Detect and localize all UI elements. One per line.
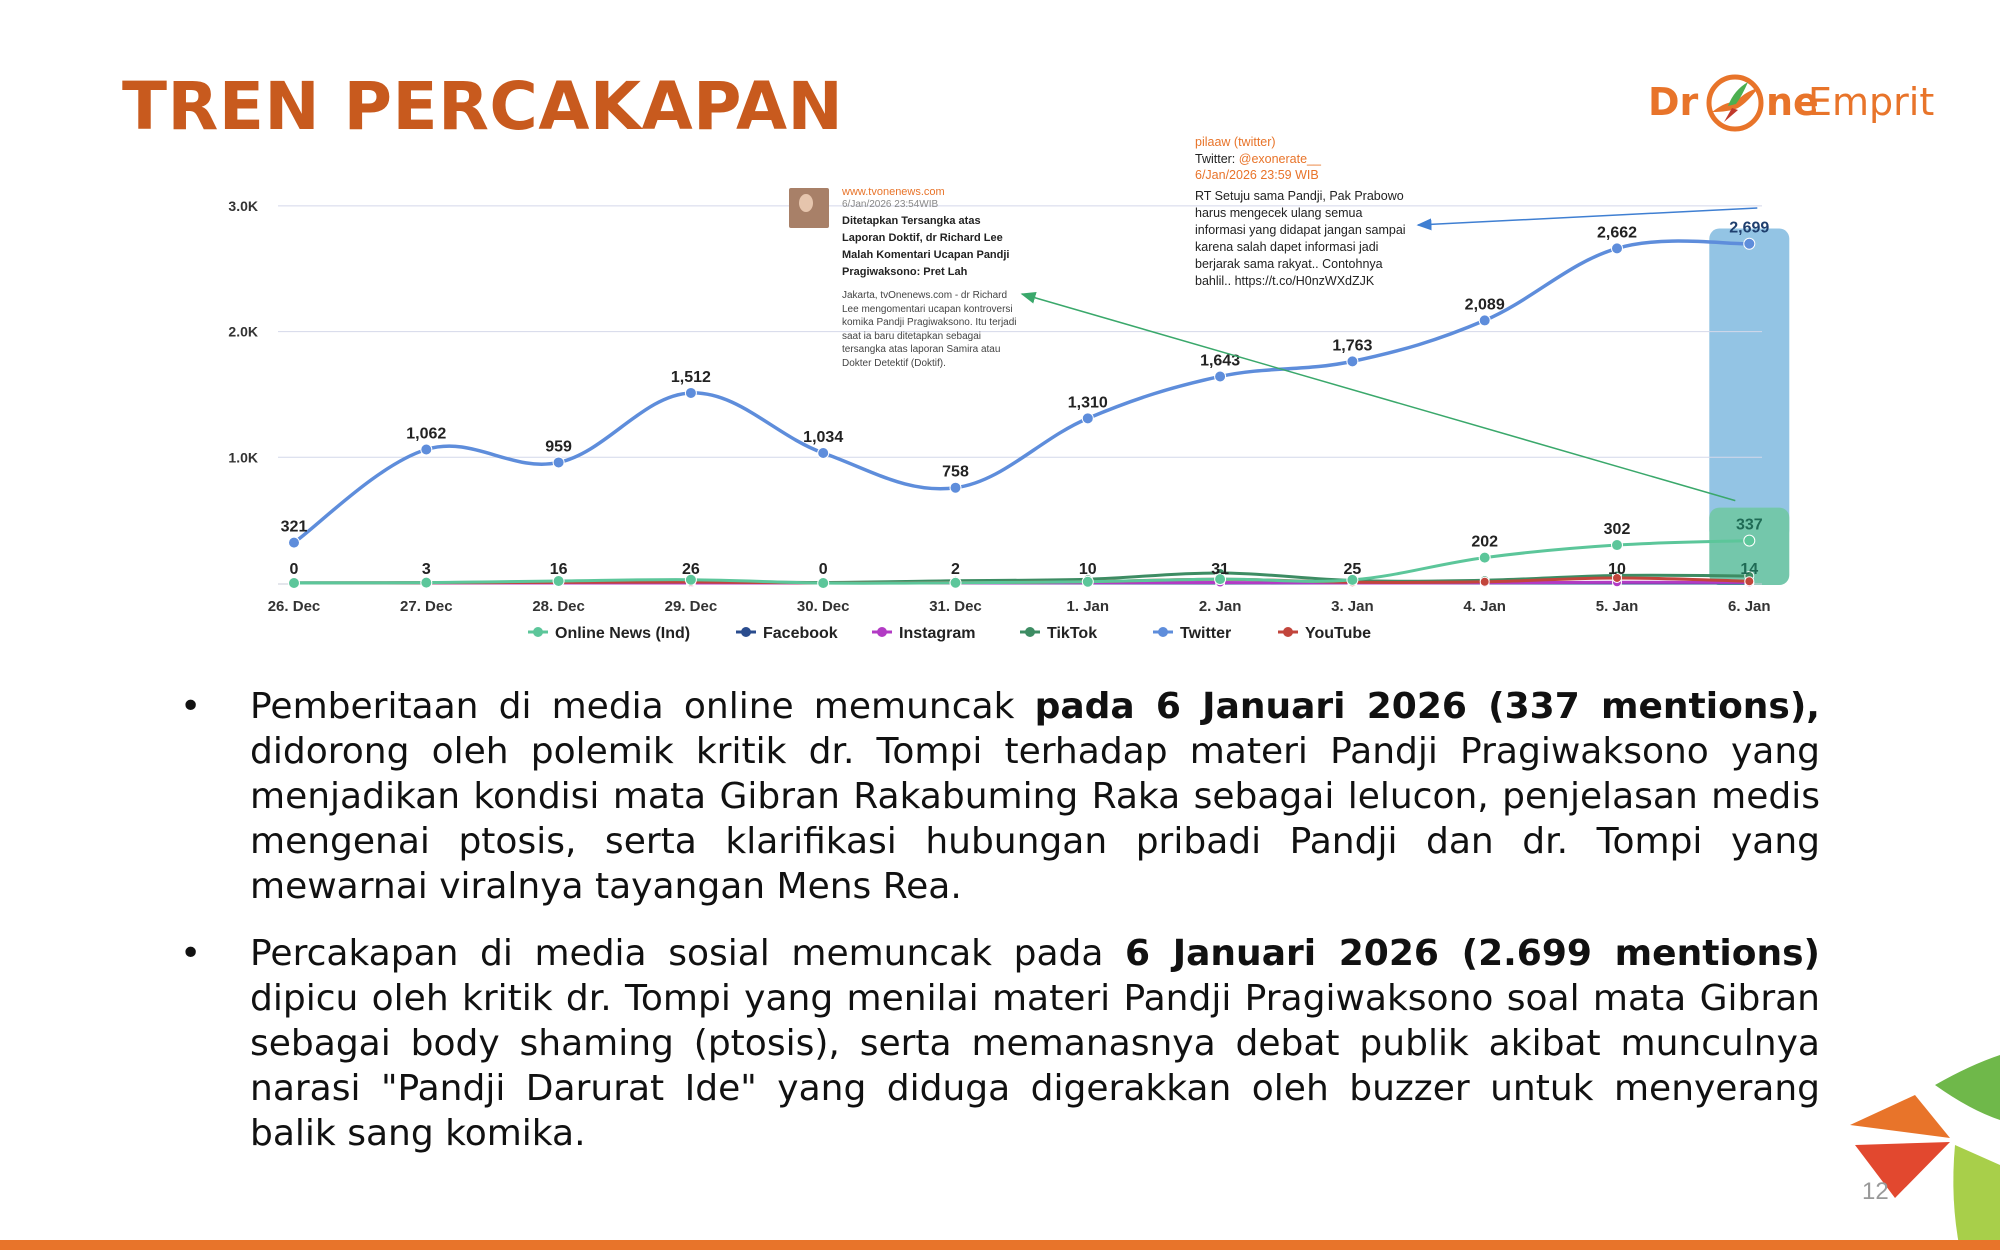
data-point-twitter — [1744, 238, 1755, 249]
tweet-handle-line — [1195, 152, 1415, 166]
bullet-1-text: Pemberitaan di media online memuncak — [250, 686, 1035, 727]
x-tick-label: 31. Dec — [929, 598, 982, 615]
footer-bar — [0, 1240, 2000, 1250]
bullet-1-bold: pada 6 Januari 2026 (337 mentions), — [1034, 686, 1820, 727]
tweet-user: pilaaw (twitter) — [1195, 135, 1276, 149]
logo-text-emprit: Emprit — [1808, 80, 1935, 124]
data-label-online-news: 26 — [682, 561, 700, 578]
data-label-twitter: 959 — [545, 438, 572, 456]
legend-swatch-dot — [877, 627, 887, 637]
data-point-youtube — [1745, 577, 1754, 586]
bullet-1-rest: didorong oleh polemik kritik dr. Tompi terhadap materi Pandji Pragiwaksono yang menjadikan kondisi mata Gibran Rakabuming Raka sebagai lelucon, penjelasan medis mengenai ptosis, serta klarifikasi hubungan pribadi Pandji dan dr. Tompi yang mewarnai viralnya tayangan Mens Rea. — [250, 731, 1820, 907]
annotation-arrow-online-news — [1022, 294, 1735, 501]
data-label-online-news: 302 — [1603, 521, 1631, 539]
data-point-online-news-ind — [1744, 535, 1755, 546]
tweet-text: RT Setuju sama Pandji, Pak Prabowo harus mengecek ulang semua informasi yang didapat jangan sampai karena salah dapet informasi jadi berjarak sama rakyat.. Contohnya bahlil.. https://t.co/H0nzWXdZJK — [1195, 189, 1406, 288]
data-point-online-news-ind — [818, 578, 829, 589]
data-point-online-news-ind — [950, 577, 961, 588]
data-point-twitter — [1082, 413, 1093, 424]
page-title: TREN PERCAKAPAN — [122, 68, 844, 145]
logo-text-ne: ne — [1766, 80, 1819, 124]
bullet-dot: • — [180, 933, 202, 974]
x-tick-label: 2. Jan — [1198, 598, 1242, 615]
data-label-online-news: 337 — [1735, 516, 1763, 534]
x-tick-label: 29. Dec — [664, 598, 718, 615]
x-tick-label: 27. Dec — [400, 598, 453, 615]
legend-item: YouTube — [1305, 625, 1372, 642]
x-tick-label: 28. Dec — [532, 598, 585, 615]
logo-text-dr: Dr — [1648, 80, 1699, 124]
legend-item: Instagram — [899, 625, 976, 642]
data-label-twitter: 321 — [280, 518, 308, 536]
data-point-twitter — [685, 387, 696, 398]
data-label-twitter: 2,699 — [1729, 219, 1770, 237]
y-tick-label: 2.0K — [228, 323, 258, 340]
x-tick-label: 30. Dec — [796, 598, 850, 615]
data-label-twitter: 1,310 — [1067, 394, 1108, 412]
legend-item: TikTok — [1047, 625, 1098, 642]
tweet-handle-prefix: Twitter: — [1195, 152, 1239, 166]
data-point-online-news-ind — [1612, 540, 1623, 551]
legend-swatch-dot — [533, 627, 543, 637]
data-label-online-news: 16 — [549, 561, 568, 578]
data-point-online-news-ind — [289, 578, 300, 589]
x-tick-label: 6. Jan — [1728, 598, 1771, 615]
bullet-social-media — [180, 931, 1820, 1156]
legend-item: Online News (Ind) — [555, 625, 691, 642]
bullet-2-rest: dipicu oleh kritik dr. Tompi yang menilai materi Pandji Pragiwaksono soal mata Gibran sebagai body shaming (ptosis), serta memanasnya debat publik akibat munculnya narasi "Pandji Darurat Ide" yang diduga digerakkan oleh buzzer untuk menyerang balik sang komika. — [250, 978, 1820, 1154]
news-snippet: Jakarta, tvOnenews.com - dr Richard Lee mengomentari ucapan kontroversi komika Pandji Pragiwaksono. Itu terjadi saat ia baru ditetapkan sebagai tersangka atas laporan Samira atau Dokter Detektif (Doktif). — [842, 290, 1017, 369]
news-thumbnail — [789, 188, 829, 228]
legend-item: Facebook — [763, 625, 838, 642]
legend-item: Twitter — [1180, 625, 1232, 642]
data-label-online-news: 2 — [951, 561, 960, 578]
annotation-arrow-twitter — [1418, 208, 1757, 225]
news-source: www.tvonenews.com — [842, 186, 945, 198]
x-tick-label: 1. Jan — [1066, 598, 1110, 615]
data-label-twitter: 2,089 — [1464, 296, 1505, 314]
tweet-time: 6/Jan/2026 23:59 WIB — [1195, 168, 1319, 182]
legend-swatch-dot — [741, 627, 751, 637]
data-point-twitter — [421, 444, 432, 455]
bullet-2-bold: 6 Januari 2026 (2.699 mentions) — [1125, 933, 1820, 974]
series-line-online-news-ind — [294, 541, 1749, 584]
data-label-online-news: 31 — [1211, 561, 1229, 578]
data-point-twitter — [289, 537, 300, 548]
data-point-twitter — [1479, 315, 1490, 326]
data-point-twitter — [950, 482, 961, 493]
news-time: 6/Jan/2026 23:54WIB — [842, 199, 939, 210]
summary-bullets — [180, 684, 1820, 1178]
page-number: 12 — [1862, 1178, 1889, 1205]
data-label-online-news: 0 — [289, 561, 299, 578]
corner-decoration — [1840, 1050, 2000, 1250]
y-tick-label: 3.0K — [228, 197, 258, 214]
x-tick-label: 3. Jan — [1331, 598, 1374, 615]
news-headline: Ditetapkan Tersangka atas Laporan Doktif, dr Richard Lee Malah Komentari Ucapan Pandji Pragiwaksono: Pret Lah — [842, 215, 1010, 278]
legend-swatch-dot — [1158, 627, 1168, 637]
data-point-online-news-ind — [421, 577, 432, 588]
data-point-online-news-ind — [1479, 552, 1490, 563]
data-label-twitter: 2,662 — [1596, 224, 1638, 242]
data-label-online-news: 0 — [818, 561, 828, 578]
bullet-2-text: Percakapan di media sosial memuncak pada — [250, 933, 1126, 974]
data-label-extra: 10 — [1608, 561, 1626, 578]
tweet-callout — [1195, 135, 1415, 290]
data-point-twitter — [818, 448, 829, 459]
data-label-online-news: 10 — [1078, 561, 1097, 578]
x-tick-label: 5. Jan — [1595, 598, 1639, 615]
x-tick-label: 26. Dec — [267, 598, 321, 615]
data-label-twitter: 1,512 — [670, 368, 711, 386]
series-line-twitter — [294, 241, 1749, 543]
legend-swatch-dot — [1025, 627, 1035, 637]
legend-swatch-dot — [1283, 627, 1293, 637]
data-point-twitter — [1347, 356, 1358, 367]
highlight-band-twitter — [1709, 229, 1789, 541]
data-label-twitter: 1,034 — [803, 429, 844, 447]
data-label-twitter: 1,062 — [406, 425, 447, 443]
bullet-online-news — [180, 684, 1820, 909]
data-label-online-news: 202 — [1471, 533, 1499, 551]
data-point-twitter — [1215, 371, 1226, 382]
y-tick-label: 1.0K — [228, 449, 258, 466]
data-label-twitter: 1,643 — [1200, 352, 1241, 370]
bullet-dot: • — [180, 686, 202, 727]
x-tick-label: 4. Jan — [1463, 598, 1506, 615]
data-label-extra: 14 — [1740, 561, 1759, 578]
data-point-twitter — [553, 457, 564, 468]
data-label-online-news: 3 — [421, 561, 431, 578]
data-point-twitter — [1612, 243, 1623, 254]
data-point-youtube — [1480, 577, 1489, 586]
data-label-twitter: 1,763 — [1332, 337, 1373, 355]
data-label-online-news: 25 — [1343, 561, 1362, 578]
data-label-twitter: 758 — [942, 463, 969, 481]
tweet-handle: @exonerate__ — [1238, 152, 1321, 166]
